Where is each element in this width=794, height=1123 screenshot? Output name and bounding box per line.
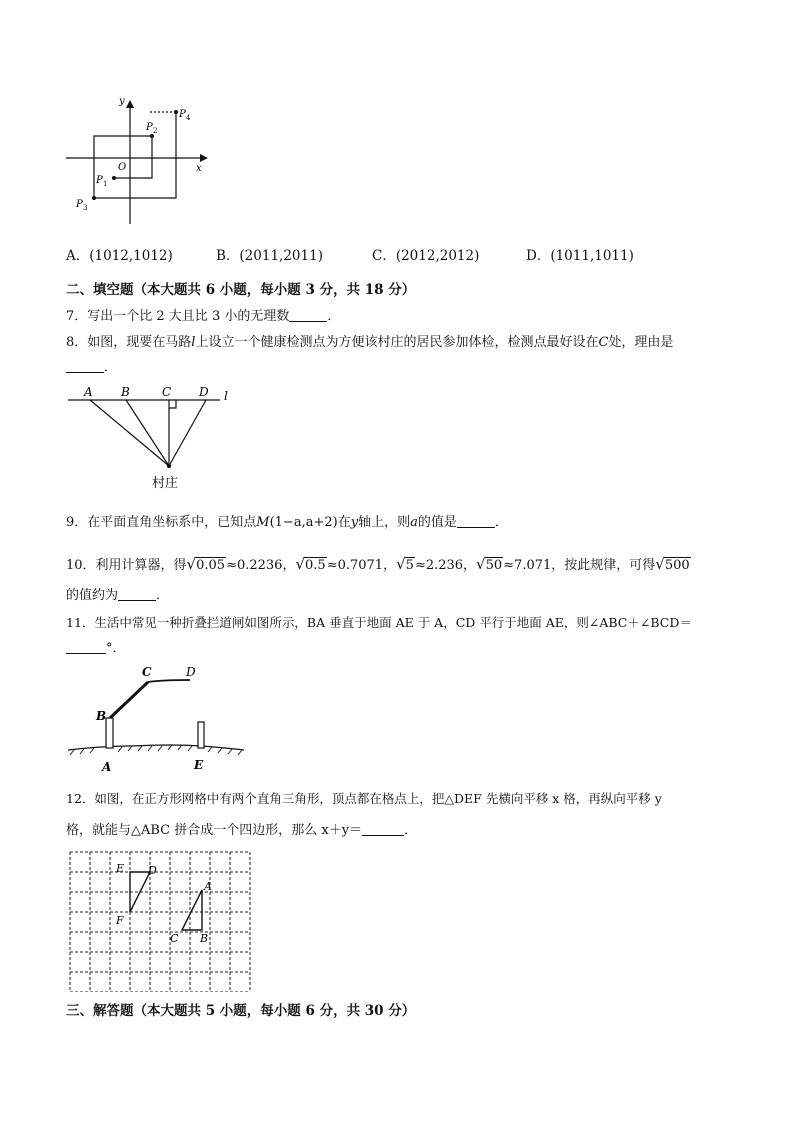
option-a[interactable]: A．(1012,1012)	[66, 248, 173, 264]
option-b[interactable]: B．(2011,2011)	[216, 248, 323, 264]
q9-text3: 轴上，则	[358, 515, 411, 530]
point-p1	[112, 176, 116, 180]
point-p4	[174, 110, 178, 114]
fig8-d: D	[199, 385, 209, 399]
grid-figure	[68, 850, 264, 992]
q7-blank[interactable]	[289, 309, 327, 322]
right-angle-mark	[169, 400, 176, 408]
q12-end: ．	[404, 823, 418, 838]
q10-v2: ≈0.7071，	[326, 558, 397, 573]
road-figure	[62, 380, 242, 495]
q8-var-c: C	[598, 335, 609, 350]
q9-axis: y	[350, 515, 359, 530]
q9-text4: 的值是	[417, 515, 457, 530]
q8-blank[interactable]	[66, 360, 104, 373]
q9-text2: 在	[337, 515, 351, 530]
q9-var-a: a	[410, 515, 418, 530]
arm-cd	[148, 680, 190, 682]
q10-r3: 5	[405, 558, 414, 573]
fig8-b: B	[121, 385, 130, 399]
q10-v4: ≈7.071，按此规律，可得	[503, 558, 656, 573]
q7-text: 7．写出一个比 2 大且比 3 小的无理数	[66, 309, 290, 324]
question-11: 11．生活中常见一种折叠拦道闸如图所示，BA 垂直于地面 AE 于 A，CD 平行于地面 AE，则∠ABC＋∠BCD＝	[66, 615, 692, 630]
q8-text1: 8．如图，现要在马路	[66, 335, 192, 350]
ground-line	[68, 745, 244, 750]
post-e	[198, 722, 204, 748]
p4-sub: 4	[186, 114, 191, 122]
question-7	[66, 305, 340, 324]
y-label: y	[119, 96, 125, 107]
fig12-c: C	[170, 932, 179, 945]
fig11-a: A	[102, 760, 112, 774]
q7-end: ．	[327, 309, 341, 324]
p3-label: P	[76, 199, 83, 210]
question-8	[66, 331, 673, 350]
fig8-c: C	[162, 385, 172, 399]
q12-text2: 格，就能与△ABC 拼合成一个四边形，那么 x＋y＝	[66, 823, 363, 838]
fig11-d: D	[186, 665, 196, 679]
p1-label: P	[96, 175, 103, 186]
question-9	[66, 511, 508, 530]
q10-text1: 10．利用计算器，得	[66, 558, 187, 573]
q12-blank[interactable]	[362, 823, 404, 836]
q10-v1: ≈0.2236，	[226, 558, 296, 573]
fig8-village: 村庄	[152, 476, 179, 491]
coordinate-figure	[60, 90, 220, 230]
point-p3	[92, 196, 96, 200]
question-12-line2	[66, 819, 417, 838]
q8-end: ．	[104, 360, 118, 375]
x-label: x	[196, 163, 202, 174]
barrier-figure	[62, 660, 252, 775]
fig12-b: B	[200, 932, 209, 945]
p1-sub: 1	[103, 180, 108, 188]
x-axis-arrow	[200, 154, 208, 162]
fig8-a: A	[84, 385, 93, 399]
q9-point: M	[256, 515, 270, 530]
p2-sub: 2	[153, 127, 158, 135]
q11-end: °．	[106, 641, 126, 656]
q8-text3: 处，理由是	[608, 335, 674, 350]
question-8-line2	[66, 356, 117, 375]
village-point	[167, 464, 171, 468]
fig11-b: B	[96, 709, 107, 723]
q10-v3: ≈2.236，	[414, 558, 477, 573]
segment-b	[126, 400, 169, 466]
triangle-abc	[182, 890, 202, 930]
p3-sub: 3	[83, 204, 88, 212]
fig11-c: C	[142, 665, 152, 679]
origin-label: O	[118, 162, 127, 173]
q10-r2: 0.5	[305, 558, 326, 573]
option-c[interactable]: C．(2012,2012)	[372, 248, 480, 264]
fig12-a: A	[204, 880, 212, 893]
q9-coords: (1−a,a+2)	[269, 515, 338, 530]
segment-a	[90, 400, 169, 466]
grid-lines	[70, 852, 250, 992]
question-10: 10．利用计算器，得√0.05≈0.2236，√0.5≈0.7071，√5≈2.236，√50≈7.071，按此规律，可得√500	[66, 555, 690, 573]
fig12-e: E	[116, 862, 125, 875]
y-axis-arrow	[126, 100, 134, 108]
fig12-f: F	[116, 914, 124, 927]
q9-blank[interactable]	[457, 515, 495, 528]
p4-label: P	[179, 109, 186, 120]
q10-r5: 500	[664, 558, 690, 573]
q10-r4: 50	[485, 558, 503, 573]
section2-heading: 二、填空题（本大题共 6 小题，每小题 3 分，共 18 分）	[66, 282, 416, 298]
fig12-d: D	[148, 864, 157, 877]
q11-blank[interactable]	[66, 641, 106, 654]
q10-r1: 0.05	[196, 558, 226, 573]
q9-text1: 9．在平面直角坐标系中，已知点	[66, 515, 257, 530]
q10-line2: 的值约为	[66, 588, 119, 603]
fig11-e: E	[194, 758, 204, 772]
option-d[interactable]: D．(1011,1011)	[526, 248, 634, 264]
fig8-l: l	[224, 389, 228, 403]
question-12: 12．如图，在正方形网格中有两个直角三角形，顶点都在格点上，把△DEF 先横向平移 x 格，再纵向平移 y	[66, 791, 662, 806]
q10-end: ．	[156, 588, 170, 603]
q8-var-l: l	[191, 335, 196, 350]
section3-heading: 三、解答题（本大题共 5 小题，每小题 6 分，共 30 分）	[66, 1003, 416, 1019]
question-11-line2	[66, 637, 126, 656]
question-10-line2	[66, 584, 169, 603]
post-ab	[106, 718, 113, 748]
arm-bc	[110, 682, 148, 718]
q9-end: ．	[494, 515, 508, 530]
q8-text2: 上设立一个健康检测点为方便该村庄的居民参加体检，检测点最好设在	[195, 335, 599, 350]
ground-hatch	[70, 745, 242, 755]
q10-blank[interactable]	[118, 588, 156, 601]
p2-label: P	[146, 122, 153, 133]
segment-d	[169, 400, 206, 466]
